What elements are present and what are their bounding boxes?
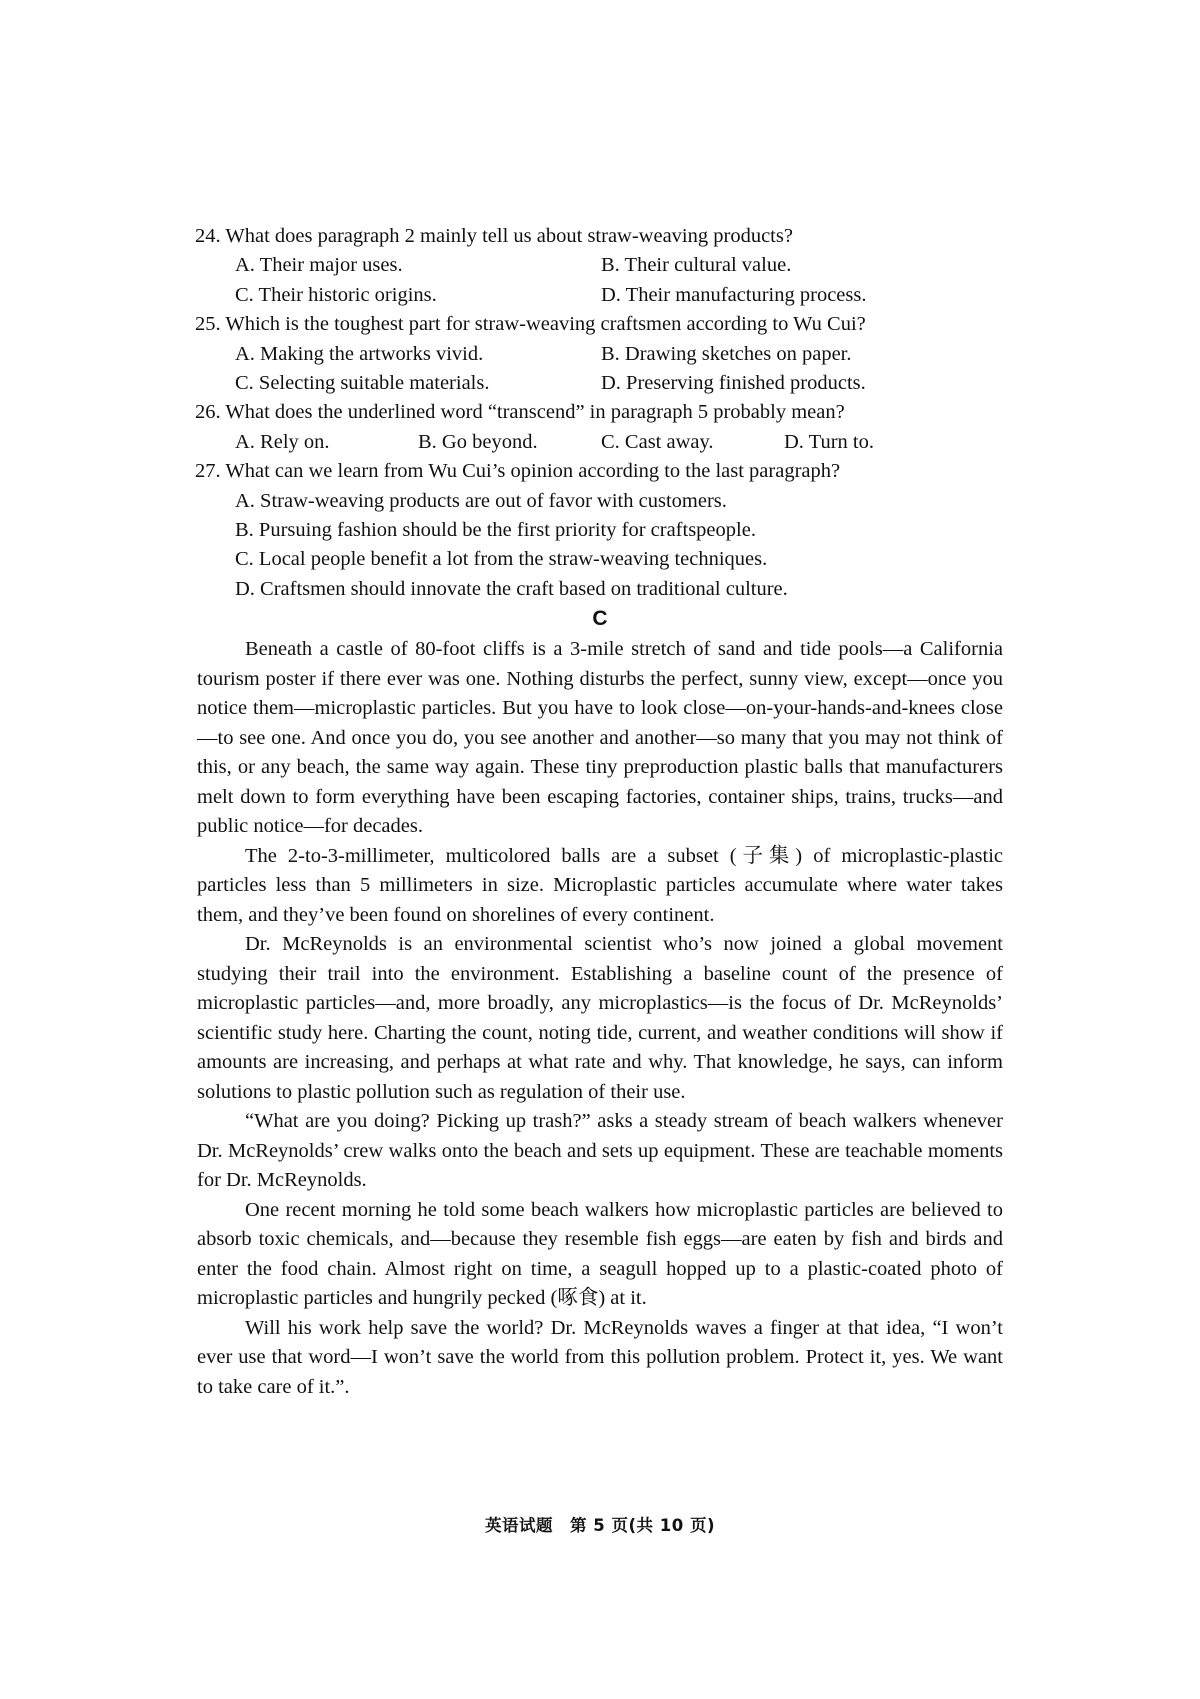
question-24 [197,222,1003,310]
page-footer: 英语试题 第 5 页(共 10 页) [484,1516,715,1535]
option-a: A. Making the artworks vivid. [235,342,484,365]
question-stem: 25. Which is the toughest part for straw-weaving craftsmen according to Wu Cui? [195,313,866,336]
question-27 [197,457,1003,604]
question-25 [197,310,1003,398]
option-b: B. Pursuing fashion should be the first priority for craftspeople. [235,519,756,542]
option-b: B. Go beyond. [418,430,538,453]
exam-page [197,222,1003,1402]
option-a: A. Their major uses. [235,254,403,277]
options-row [235,340,1003,369]
question-stem: 27. What can we learn from Wu Cui’s opinion according to the last paragraph? [195,460,841,483]
passage-paragraph-3: Dr. McReynolds is an environmental scientist who’s now joined a global movement studying their trail into the environment. Establishing a baseline count of the presence of microplastic particles—and, more broadly, any microplastics—is the focus of Dr. McReynolds’ scientific study here. Charting the count, noting tide, current, and weather conditions will show if amounts are increasing, and perhaps at what rate and why. That knowledge, he says, can inform solutions to plastic pollution such as regulation of their use. [197,933,1003,1103]
options-row [235,281,1003,310]
passage-paragraph-6: Will his work help save the world? Dr. McReynolds waves a finger at that idea, “I won’t ever use that word—I won’t save the world from this pollution problem. Protect it, yes. We want to take care of it.”. [197,1316,1003,1398]
options-group [197,428,1003,457]
option-b: B. Drawing sketches on paper. [601,342,852,365]
options-row [235,428,1003,457]
passage-paragraph-2: The 2-to-3-millimeter, multicolored balls are a subset (子集) of microplastic-plastic particles less than 5 millimeters in size. Microplastic particles accumulate where water takes them, and they’ve been found on shorelines of every continent. [197,844,1003,926]
section-heading: C [592,607,608,631]
option-c: C. Their historic origins. [235,283,437,306]
option-a: A. Rely on. [235,430,330,453]
passage-paragraph-1: Beneath a castle of 80-foot cliffs is a 3-mile stretch of sand and tide pools—a California tourism poster if there ever was one. Nothing disturbs the perfect, sunny view, except—once you notice them—microplastic particles. But you have to look close—on-your-hands-and-knees close—to see one. And once you do, you see another and another—so many that you may not think of this, or any beach, the same way again. These tiny preproduction plastic balls that manufacturers melt down to form everything have been escaping factories, container ships, trains, trucks—and public notice—for decades. [197,638,1003,838]
option-a: A. Straw-weaving products are out of favor with customers. [235,489,727,512]
option-d: D. Preserving finished products. [601,372,866,395]
option-d: D. Turn to. [784,430,875,453]
options-group [197,487,1003,605]
options-row [235,251,1003,280]
passage-paragraph-4: “What are you doing? Picking up trash?” asks a steady stream of beach walkers whenever Dr. McReynolds’ crew walks onto the beach and sets up equipment. These are teachable moments for Dr. McReynolds. [197,1110,1003,1192]
options-group [197,251,1003,310]
option-d: D. Craftsmen should innovate the craft based on traditional culture. [235,577,788,600]
option-c: C. Local people benefit a lot from the straw-weaving techniques. [235,548,768,571]
question-stem: 26. What does the underlined word “transcend” in paragraph 5 probably mean? [195,401,845,424]
option-b: B. Their cultural value. [601,254,792,277]
question-stem: 24. What does paragraph 2 mainly tell us about straw-weaving products? [195,225,793,247]
option-d: D. Their manufacturing process. [601,283,867,306]
passage-c [197,635,1003,1402]
question-26 [197,398,1003,457]
options-row [235,369,1003,398]
passage-paragraph-5: One recent morning he told some beach walkers how microplastic particles are believed to absorb toxic chemicals, and—because they resemble fish eggs—are eaten by fish and birds and enter the food chain. Almost right on time, a seagull hopped up to a plastic-coated photo of microplastic particles and hungrily pecked (啄食) at it. [197,1198,1003,1310]
option-c: C. Selecting suitable materials. [235,372,490,395]
option-c: C. Cast away. [601,430,714,453]
options-group [197,340,1003,399]
